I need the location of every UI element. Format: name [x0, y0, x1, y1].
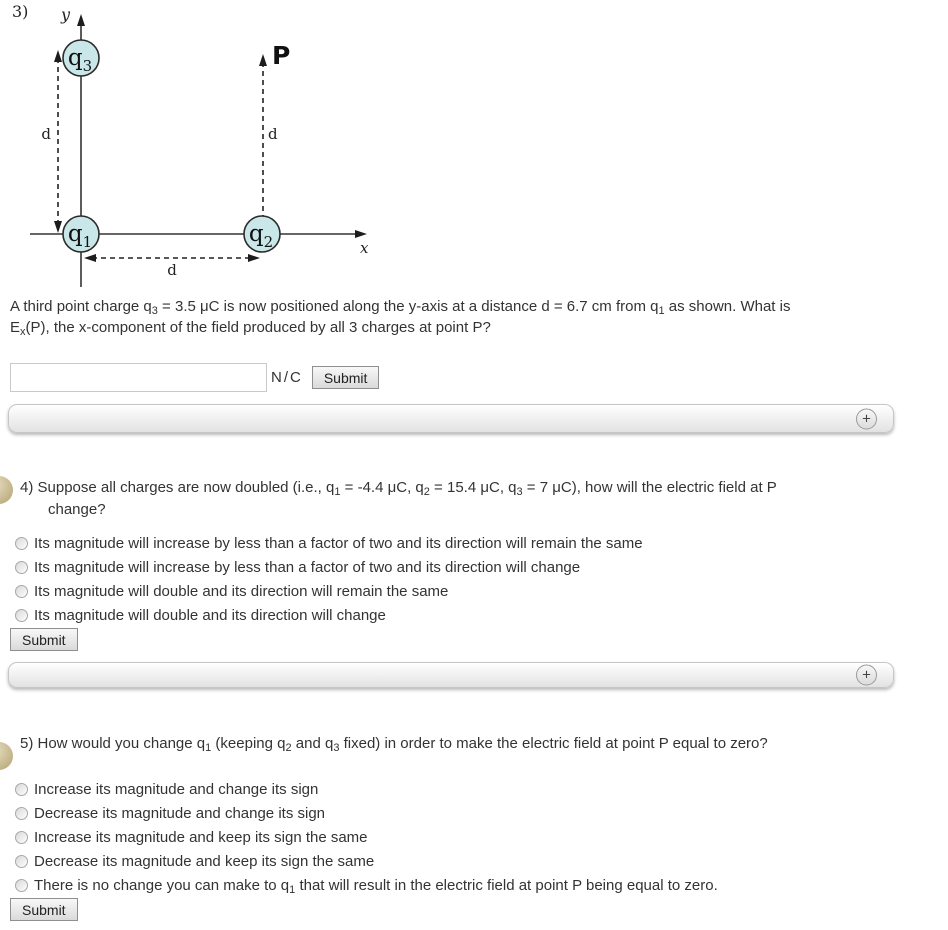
- distance-bottom-right-arrow-icon: [248, 254, 260, 262]
- q5-option-4[interactable]: [15, 849, 374, 873]
- distance-label-left: d: [41, 125, 51, 143]
- q4-submit-button[interactable]: Submit: [10, 628, 78, 651]
- distance-label-right: d: [268, 125, 278, 143]
- option-label[interactable]: Increase its magnitude and keep its sign the same: [34, 828, 368, 846]
- q5-option-1[interactable]: [15, 777, 318, 801]
- distance-left-up-arrow-icon: [54, 50, 62, 62]
- distance-left-down-arrow-icon: [54, 221, 62, 233]
- point-p-label: P: [272, 41, 291, 70]
- q4-option-4[interactable]: [15, 603, 386, 627]
- q3-prompt-line1: A third point charge $q_3 = 3.5$ μC is now positioned along the y-axis at a distance d = 6.7 cm from $q_1$ as shown. What is: [10, 298, 791, 317]
- q4-prompt-line1: 4) Suppose all charges are now doubled (i.e., $q_1 = -4.4$ μC, $q_2 = 15.4$ μC, $q_3 = 7$ μC), how will the electric field at P: [20, 479, 777, 498]
- q3-submit-button[interactable]: Submit: [312, 366, 380, 389]
- option-label[interactable]: Its magnitude will double and its direction will change: [34, 606, 386, 624]
- q4-status-badge: [0, 476, 13, 504]
- radio-button[interactable]: [15, 855, 28, 868]
- x-axis-arrow-icon: [355, 230, 367, 238]
- q4-prompt-line2: change?: [48, 501, 106, 518]
- radio-button[interactable]: [15, 585, 28, 598]
- y-axis-label: y: [60, 5, 70, 24]
- radio-button[interactable]: [15, 879, 28, 892]
- option-label[interactable]: Increase its magnitude and change its sign: [34, 780, 319, 798]
- q5-option-2[interactable]: [15, 801, 325, 825]
- q4-option-1[interactable]: [15, 531, 643, 555]
- q5-option-5[interactable]: [15, 873, 718, 897]
- q3-answer-input[interactable]: [10, 363, 267, 392]
- q5-prompt: 5) How would you change $q_1$ (keeping $q_2$ and $q_3$ fixed) in order to make the electric field at point P equal to zero?: [20, 735, 768, 754]
- distance-label-bottom: d: [167, 261, 177, 279]
- radio-button[interactable]: [15, 561, 28, 574]
- distance-bottom-left-arrow-icon: [84, 254, 96, 262]
- q5-submit-button[interactable]: Submit: [10, 898, 78, 921]
- option-label[interactable]: There is no change you can make to $q_1$ that will result in the electric field at point P being equal to zero.: [34, 876, 718, 896]
- q3-unit-label: N/C: [271, 369, 303, 386]
- radio-button[interactable]: [15, 807, 28, 820]
- q3-prompt-line2: $E_x(P)$, the x-component of the field produced by all 3 charges at point P?: [10, 319, 491, 338]
- q4-option-2[interactable]: [15, 555, 580, 579]
- option-label[interactable]: Its magnitude will increase by less than a factor of two and its direction will remain the same: [34, 534, 643, 552]
- accordion-bar-2[interactable]: [8, 662, 894, 688]
- option-label[interactable]: Its magnitude will increase by less than a factor of two and its direction will change: [34, 558, 581, 576]
- charge-q2-label: $q_2$: [248, 221, 274, 251]
- radio-button[interactable]: [15, 537, 28, 550]
- problem-number: 3): [12, 2, 29, 21]
- option-label[interactable]: Its magnitude will double and its direction will remain the same: [34, 582, 449, 600]
- q3-answer-row: [10, 363, 379, 392]
- point-p-arrow-icon: [259, 54, 267, 66]
- q5-option-3[interactable]: [15, 825, 368, 849]
- expand-plus-icon[interactable]: +: [856, 408, 877, 429]
- radio-button[interactable]: [15, 609, 28, 622]
- charge-q1-label: $q_1$: [67, 221, 93, 251]
- y-axis-arrow-icon: [77, 14, 85, 26]
- expand-plus-icon[interactable]: +: [856, 665, 877, 686]
- accordion-bar-1[interactable]: [8, 404, 894, 433]
- q5-status-badge: [0, 742, 13, 770]
- option-label[interactable]: Decrease its magnitude and keep its sign the same: [34, 852, 375, 870]
- q4-option-3[interactable]: [15, 579, 448, 603]
- charge-diagram: [0, 0, 400, 292]
- radio-button[interactable]: [15, 831, 28, 844]
- x-axis-label: x: [360, 239, 369, 257]
- charge-q3-label: $q_3$: [67, 45, 93, 75]
- radio-button[interactable]: [15, 783, 28, 796]
- option-label[interactable]: Decrease its magnitude and change its sign: [34, 804, 326, 822]
